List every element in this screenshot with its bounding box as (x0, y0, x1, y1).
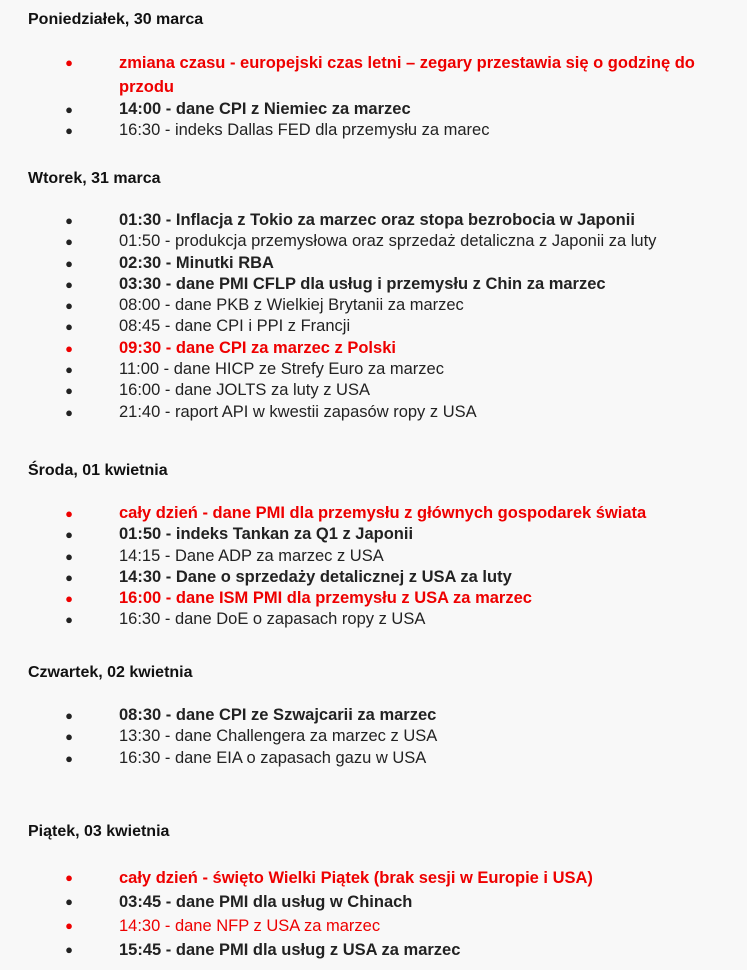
bullet-dot-icon: ● (65, 729, 73, 745)
day-list-tuesday (0, 210, 747, 423)
list-item: ● 16:00 - dane JOLTS za luty z USA (0, 380, 747, 401)
list-item: ● 14:00 - dane CPI z Niemiec za marzec (0, 99, 747, 120)
list-item: ● 01:50 - produkcja przemysłowa oraz sprzedaż detaliczna z Japonii za luty (0, 231, 747, 252)
bullet-dot-icon: ● (65, 404, 73, 420)
list-item: ● 01:30 - Inflacja z Tokio za marzec oraz stopa bezrobocia w Japonii (0, 210, 747, 231)
list-item: ● 08:30 - dane CPI ze Szwajcarii za marzec (0, 705, 747, 726)
list-item: ● 14:30 - dane NFP z USA za marzec (0, 914, 747, 938)
bullet-dot-icon: ● (65, 298, 73, 314)
list-item: ● 15:45 - dane PMI dla usług z USA za marzec (0, 938, 747, 962)
list-item: ● 11:00 - dane HICP ze Strefy Euro za marzec (0, 359, 747, 380)
list-item: ● cały dzień - święto Wielki Piątek (brak sesji w Europie i USA) (0, 866, 747, 890)
list-item: ● 14:15 - Dane ADP za marzec z USA (0, 546, 747, 567)
day-heading-monday: Poniedziałek, 30 marca (28, 11, 204, 28)
bullet-dot-icon: ● (65, 383, 73, 399)
list-item: ● 08:45 - dane CPI i PPI z Francji (0, 316, 747, 337)
list-item: ● 03:30 - dane PMI CFLP dla usług i przemysłu z Chin za marzec (0, 274, 747, 295)
bullet-dot-icon: ● (65, 319, 73, 335)
bullet-dot-icon: ● (65, 255, 73, 271)
bullet-dot-icon: ● (65, 527, 73, 543)
bullet-dot-icon: ● (65, 612, 73, 628)
bullet-dot-icon: ● (65, 102, 73, 117)
bullet-dot-icon: ● (65, 123, 73, 139)
bullet-dot-icon: ● (65, 234, 73, 250)
bullet-dot-icon: ● (65, 55, 73, 70)
list-item: ● 09:30 - dane CPI za marzec z Polski (0, 338, 747, 359)
day-heading-tuesday: Wtorek, 31 marca (28, 170, 161, 187)
day-list-friday (0, 866, 747, 962)
list-item: ● zmiana czasu - europejski czas letni – zegary przestawia się o godzinę do przodu (0, 51, 747, 99)
day-list-monday (0, 51, 747, 142)
list-item: ● 16:00 - dane ISM PMI dla przemysłu z USA za marzec (0, 588, 747, 609)
day-list-wednesday (0, 503, 747, 631)
list-item: ● 14:30 - Dane o sprzedaży detalicznej z USA za luty (0, 567, 747, 588)
bullet-dot-icon: ● (65, 918, 73, 933)
list-item: ● 16:30 - dane EIA o zapasach gazu w USA (0, 748, 747, 769)
day-list-thursday (0, 705, 747, 769)
bullet-dot-icon: ● (65, 894, 73, 909)
day-heading-wednesday: Środa, 01 kwietnia (28, 462, 168, 479)
list-item: ● 02:30 - Minutki RBA (0, 253, 747, 274)
list-item: ● 01:50 - indeks Tankan za Q1 z Japonii (0, 524, 747, 545)
bullet-dot-icon: ● (65, 548, 73, 564)
list-item: ● 13:30 - dane Challengera za marzec z USA (0, 726, 747, 747)
list-item: ● 21:40 - raport API w kwestii zapasów ropy z USA (0, 402, 747, 423)
bullet-dot-icon: ● (65, 591, 73, 607)
list-item: ● 03:45 - dane PMI dla usług w Chinach (0, 890, 747, 914)
day-heading-thursday: Czwartek, 02 kwietnia (28, 664, 193, 681)
bullet-dot-icon: ● (65, 362, 73, 378)
list-item: ● cały dzień - dane PMI dla przemysłu z głównych gospodarek świata (0, 503, 747, 524)
bullet-dot-icon: ● (65, 213, 73, 228)
list-item: ● 08:00 - dane PKB z Wielkiej Brytanii za marzec (0, 295, 747, 316)
list-item: ● 16:30 - indeks Dallas FED dla przemysłu za marec (0, 120, 747, 141)
bullet-dot-icon: ● (65, 750, 73, 766)
bullet-dot-icon: ● (65, 340, 73, 356)
bullet-dot-icon: ● (65, 870, 73, 885)
bullet-dot-icon: ● (65, 708, 73, 723)
bullet-dot-icon: ● (65, 569, 73, 585)
list-item: ● 16:30 - dane DoE o zapasach ropy z USA (0, 609, 747, 630)
day-heading-friday: Piątek, 03 kwietnia (28, 823, 170, 840)
bullet-dot-icon: ● (65, 942, 73, 957)
bullet-dot-icon: ● (65, 276, 73, 292)
bullet-dot-icon: ● (65, 506, 73, 521)
